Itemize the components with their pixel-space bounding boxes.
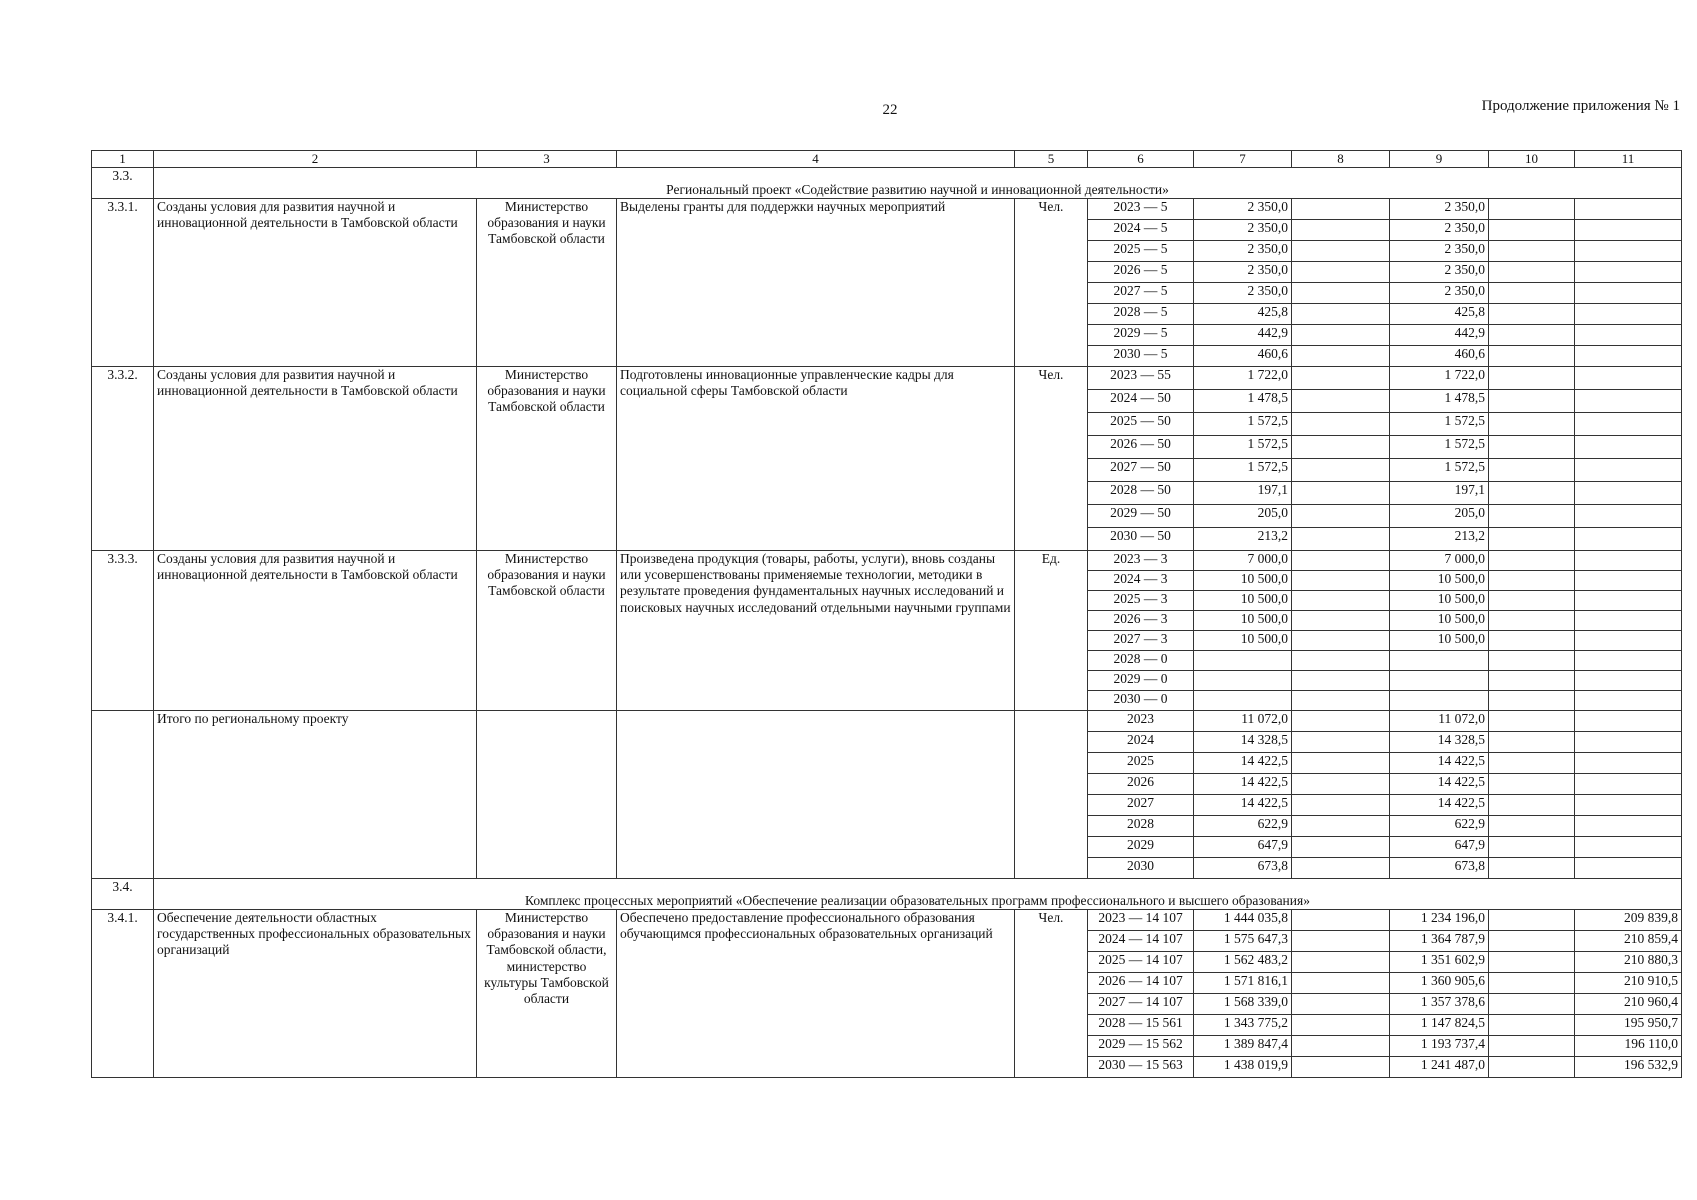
other-amount xyxy=(1575,367,1682,390)
regional-amount: 10 500,0 xyxy=(1390,611,1489,631)
other-amount xyxy=(1575,571,1682,591)
total-amount: 1 572,5 xyxy=(1194,436,1292,459)
total-amount: 1 722,0 xyxy=(1194,367,1292,390)
local-amount xyxy=(1489,199,1575,220)
total-amount: 425,8 xyxy=(1194,304,1292,325)
regional-amount: 1 351 602,9 xyxy=(1390,952,1489,973)
year-value: 2030 — 0 xyxy=(1088,691,1194,711)
federal-amount xyxy=(1292,459,1390,482)
year-value: 2027 xyxy=(1088,795,1194,816)
regional-amount: 7 000,0 xyxy=(1390,551,1489,571)
total-amount: 622,9 xyxy=(1194,816,1292,837)
regional-amount: 425,8 xyxy=(1390,304,1489,325)
federal-amount xyxy=(1292,199,1390,220)
total-amount: 1 444 035,8 xyxy=(1194,910,1292,931)
regional-amount: 442,9 xyxy=(1390,325,1489,346)
appendix-note: Продолжение приложения № 1 xyxy=(1481,98,1680,114)
total-amount: 7 000,0 xyxy=(1194,551,1292,571)
federal-amount xyxy=(1292,732,1390,753)
local-amount xyxy=(1489,390,1575,413)
local-amount xyxy=(1489,774,1575,795)
year-value: 2027 — 14 107 xyxy=(1088,994,1194,1015)
other-amount: 209 839,8 xyxy=(1575,910,1682,931)
total-amount: 673,8 xyxy=(1194,858,1292,879)
federal-amount xyxy=(1292,283,1390,304)
other-amount: 196 110,0 xyxy=(1575,1036,1682,1057)
federal-amount xyxy=(1292,304,1390,325)
year-value: 2029 xyxy=(1088,837,1194,858)
item-name: Созданы условия для развития научной и инновационной деятельности в Тамбовской области xyxy=(154,367,477,551)
federal-amount xyxy=(1292,1036,1390,1057)
column-number-8: 8 xyxy=(1292,151,1390,168)
regional-amount: 1 241 487,0 xyxy=(1390,1057,1489,1078)
total-amount: 1 572,5 xyxy=(1194,459,1292,482)
year-value: 2026 — 3 xyxy=(1088,611,1194,631)
other-amount: 210 910,5 xyxy=(1575,973,1682,994)
year-value: 2030 — 5 xyxy=(1088,346,1194,367)
federal-amount xyxy=(1292,816,1390,837)
column-number-1: 1 xyxy=(92,151,154,168)
year-value: 2025 — 3 xyxy=(1088,591,1194,611)
item-name: Созданы условия для развития научной и инновационной деятельности в Тамбовской области xyxy=(154,199,477,367)
local-amount xyxy=(1489,528,1575,551)
other-amount xyxy=(1575,390,1682,413)
year-value: 2028 xyxy=(1088,816,1194,837)
federal-amount xyxy=(1292,611,1390,631)
section-number: 3.4. xyxy=(92,879,154,910)
year-value: 2027 — 3 xyxy=(1088,631,1194,651)
regional-amount: 205,0 xyxy=(1390,505,1489,528)
year-value: 2023 — 5 xyxy=(1088,199,1194,220)
total-amount: 213,2 xyxy=(1194,528,1292,551)
local-amount xyxy=(1489,711,1575,732)
year-value: 2030 xyxy=(1088,858,1194,879)
federal-amount xyxy=(1292,691,1390,711)
regional-amount: 1 572,5 xyxy=(1390,459,1489,482)
year-value: 2028 — 50 xyxy=(1088,482,1194,505)
local-amount xyxy=(1489,671,1575,691)
regional-amount xyxy=(1390,691,1489,711)
regional-amount: 1 364 787,9 xyxy=(1390,931,1489,952)
other-amount xyxy=(1575,241,1682,262)
other-amount xyxy=(1575,528,1682,551)
regional-amount: 2 350,0 xyxy=(1390,283,1489,304)
budget-table xyxy=(91,150,1682,1078)
column-number-7: 7 xyxy=(1194,151,1292,168)
year-value: 2024 xyxy=(1088,732,1194,753)
local-amount xyxy=(1489,952,1575,973)
local-amount xyxy=(1489,631,1575,651)
year-value: 2025 xyxy=(1088,753,1194,774)
other-amount xyxy=(1575,482,1682,505)
regional-amount: 1 360 905,6 xyxy=(1390,973,1489,994)
other-amount xyxy=(1575,413,1682,436)
year-value: 2029 — 15 562 xyxy=(1088,1036,1194,1057)
total-amount: 1 478,5 xyxy=(1194,390,1292,413)
section-row xyxy=(92,168,1682,199)
year-value: 2024 — 3 xyxy=(1088,571,1194,591)
item-responsible-org: Министерство образования и науки Тамбовской области xyxy=(477,551,617,711)
total-amount: 1 575 647,3 xyxy=(1194,931,1292,952)
total-amount: 11 072,0 xyxy=(1194,711,1292,732)
federal-amount xyxy=(1292,346,1390,367)
regional-amount: 14 328,5 xyxy=(1390,732,1489,753)
other-amount xyxy=(1575,732,1682,753)
year-value: 2024 — 50 xyxy=(1088,390,1194,413)
federal-amount xyxy=(1292,482,1390,505)
federal-amount xyxy=(1292,262,1390,283)
other-amount xyxy=(1575,858,1682,879)
column-number-3: 3 xyxy=(477,151,617,168)
regional-amount: 1 234 196,0 xyxy=(1390,910,1489,931)
total-amount xyxy=(1194,651,1292,671)
other-amount: 195 950,7 xyxy=(1575,1015,1682,1036)
local-amount xyxy=(1489,325,1575,346)
year-value: 2030 — 15 563 xyxy=(1088,1057,1194,1078)
item-result: Выделены гранты для поддержки научных мероприятий xyxy=(617,199,1015,367)
year-value: 2028 — 5 xyxy=(1088,304,1194,325)
year-value: 2025 — 50 xyxy=(1088,413,1194,436)
other-amount xyxy=(1575,691,1682,711)
regional-amount: 1 193 737,4 xyxy=(1390,1036,1489,1057)
item-number: 3.4.1. xyxy=(92,910,154,1078)
federal-amount xyxy=(1292,711,1390,732)
local-amount xyxy=(1489,367,1575,390)
regional-amount: 10 500,0 xyxy=(1390,571,1489,591)
item-responsible-org: Министерство образования и науки Тамбовской области xyxy=(477,199,617,367)
page-number: 22 xyxy=(882,102,898,118)
year-value: 2026 — 14 107 xyxy=(1088,973,1194,994)
other-amount xyxy=(1575,304,1682,325)
year-value: 2029 — 5 xyxy=(1088,325,1194,346)
federal-amount xyxy=(1292,973,1390,994)
year-value: 2023 — 3 xyxy=(1088,551,1194,571)
item-unit: Ед. xyxy=(1015,551,1088,711)
regional-amount: 14 422,5 xyxy=(1390,795,1489,816)
regional-amount: 2 350,0 xyxy=(1390,262,1489,283)
regional-amount: 1 478,5 xyxy=(1390,390,1489,413)
year-value: 2030 — 50 xyxy=(1088,528,1194,551)
other-amount xyxy=(1575,346,1682,367)
other-amount xyxy=(1575,551,1682,571)
item-name: Обеспечение деятельности областных государственных профессиональных образовательных организаций xyxy=(154,910,477,1078)
local-amount xyxy=(1489,795,1575,816)
total-amount: 10 500,0 xyxy=(1194,591,1292,611)
local-amount xyxy=(1489,837,1575,858)
federal-amount xyxy=(1292,837,1390,858)
section-title: Региональный проект «Содействие развитию научной и инновационной деятельности» xyxy=(154,168,1682,199)
federal-amount xyxy=(1292,858,1390,879)
local-amount xyxy=(1489,1036,1575,1057)
federal-amount xyxy=(1292,994,1390,1015)
other-amount xyxy=(1575,325,1682,346)
year-value: 2029 — 50 xyxy=(1088,505,1194,528)
item-number: 3.3.3. xyxy=(92,551,154,711)
item-number: 3.3.1. xyxy=(92,199,154,367)
table-row xyxy=(92,367,1682,390)
regional-amount: 14 422,5 xyxy=(1390,753,1489,774)
total-amount: 2 350,0 xyxy=(1194,199,1292,220)
local-amount xyxy=(1489,651,1575,671)
table-row xyxy=(92,199,1682,220)
local-amount xyxy=(1489,482,1575,505)
column-number-5: 5 xyxy=(1015,151,1088,168)
local-amount xyxy=(1489,1015,1575,1036)
year-value: 2025 — 5 xyxy=(1088,241,1194,262)
other-amount xyxy=(1575,199,1682,220)
regional-amount: 647,9 xyxy=(1390,837,1489,858)
item-result xyxy=(617,711,1015,879)
year-value: 2027 — 50 xyxy=(1088,459,1194,482)
other-amount xyxy=(1575,711,1682,732)
item-responsible-org: Министерство образования и науки Тамбовской области, министерство культуры Тамбовской области xyxy=(477,910,617,1078)
total-amount xyxy=(1194,671,1292,691)
other-amount xyxy=(1575,283,1682,304)
year-value: 2027 — 5 xyxy=(1088,283,1194,304)
federal-amount xyxy=(1292,390,1390,413)
regional-amount: 10 500,0 xyxy=(1390,591,1489,611)
local-amount xyxy=(1489,858,1575,879)
federal-amount xyxy=(1292,952,1390,973)
federal-amount xyxy=(1292,631,1390,651)
column-number-6: 6 xyxy=(1088,151,1194,168)
federal-amount xyxy=(1292,753,1390,774)
total-amount: 205,0 xyxy=(1194,505,1292,528)
local-amount xyxy=(1489,413,1575,436)
regional-amount: 673,8 xyxy=(1390,858,1489,879)
regional-amount: 460,6 xyxy=(1390,346,1489,367)
federal-amount xyxy=(1292,931,1390,952)
year-value: 2024 — 14 107 xyxy=(1088,931,1194,952)
total-amount: 14 422,5 xyxy=(1194,774,1292,795)
local-amount xyxy=(1489,591,1575,611)
other-amount xyxy=(1575,436,1682,459)
local-amount xyxy=(1489,241,1575,262)
year-value: 2026 — 50 xyxy=(1088,436,1194,459)
local-amount xyxy=(1489,571,1575,591)
federal-amount xyxy=(1292,528,1390,551)
total-amount: 442,9 xyxy=(1194,325,1292,346)
year-value: 2028 — 0 xyxy=(1088,651,1194,671)
regional-amount: 1 357 378,6 xyxy=(1390,994,1489,1015)
regional-amount: 1 722,0 xyxy=(1390,367,1489,390)
total-amount: 14 328,5 xyxy=(1194,732,1292,753)
other-amount xyxy=(1575,591,1682,611)
regional-amount: 11 072,0 xyxy=(1390,711,1489,732)
total-amount: 10 500,0 xyxy=(1194,571,1292,591)
federal-amount xyxy=(1292,651,1390,671)
item-result: Обеспечено предоставление профессионального образования обучающимся профессиональных образовательных организаций xyxy=(617,910,1015,1078)
column-number-10: 10 xyxy=(1489,151,1575,168)
federal-amount xyxy=(1292,413,1390,436)
local-amount xyxy=(1489,611,1575,631)
regional-amount xyxy=(1390,651,1489,671)
federal-amount xyxy=(1292,551,1390,571)
year-value: 2023 — 55 xyxy=(1088,367,1194,390)
total-amount: 1 438 019,9 xyxy=(1194,1057,1292,1078)
other-amount xyxy=(1575,837,1682,858)
total-amount xyxy=(1194,691,1292,711)
year-value: 2026 — 5 xyxy=(1088,262,1194,283)
regional-amount: 213,2 xyxy=(1390,528,1489,551)
total-amount: 1 571 816,1 xyxy=(1194,973,1292,994)
regional-amount: 10 500,0 xyxy=(1390,631,1489,651)
other-amount xyxy=(1575,611,1682,631)
federal-amount xyxy=(1292,671,1390,691)
federal-amount xyxy=(1292,1015,1390,1036)
other-amount xyxy=(1575,816,1682,837)
other-amount xyxy=(1575,631,1682,651)
column-number-11: 11 xyxy=(1575,151,1682,168)
total-amount: 1 572,5 xyxy=(1194,413,1292,436)
local-amount xyxy=(1489,994,1575,1015)
other-amount xyxy=(1575,505,1682,528)
federal-amount xyxy=(1292,1057,1390,1078)
year-value: 2024 — 5 xyxy=(1088,220,1194,241)
federal-amount xyxy=(1292,241,1390,262)
section-row xyxy=(92,879,1682,910)
other-amount xyxy=(1575,220,1682,241)
federal-amount xyxy=(1292,571,1390,591)
regional-amount: 14 422,5 xyxy=(1390,774,1489,795)
item-responsible-org xyxy=(477,711,617,879)
item-result: Произведена продукция (товары, работы, услуги), вновь созданы или усовершенствованы применяемые технологии, методики в результате проведения фундаментальных научных исследований и поисковых научных исследований отдельными научными группами xyxy=(617,551,1015,711)
local-amount xyxy=(1489,283,1575,304)
regional-amount: 622,9 xyxy=(1390,816,1489,837)
item-unit: Чел. xyxy=(1015,199,1088,367)
other-amount xyxy=(1575,671,1682,691)
item-unit: Чел. xyxy=(1015,910,1088,1078)
federal-amount xyxy=(1292,436,1390,459)
column-number-9: 9 xyxy=(1390,151,1489,168)
item-result: Подготовлены инновационные управленческие кадры для социальной сферы Тамбовской области xyxy=(617,367,1015,551)
other-amount xyxy=(1575,753,1682,774)
other-amount xyxy=(1575,262,1682,283)
local-amount xyxy=(1489,262,1575,283)
local-amount xyxy=(1489,691,1575,711)
year-value: 2023 — 14 107 xyxy=(1088,910,1194,931)
item-name: Созданы условия для развития научной и инновационной деятельности в Тамбовской области xyxy=(154,551,477,711)
table-row xyxy=(92,711,1682,732)
federal-amount xyxy=(1292,591,1390,611)
total-amount: 1 568 339,0 xyxy=(1194,994,1292,1015)
regional-amount: 197,1 xyxy=(1390,482,1489,505)
federal-amount xyxy=(1292,774,1390,795)
item-name: Итого по региональному проекту xyxy=(154,711,477,879)
local-amount xyxy=(1489,220,1575,241)
local-amount xyxy=(1489,931,1575,952)
other-amount: 210 960,4 xyxy=(1575,994,1682,1015)
other-amount xyxy=(1575,795,1682,816)
federal-amount xyxy=(1292,505,1390,528)
federal-amount xyxy=(1292,220,1390,241)
total-amount: 1 343 775,2 xyxy=(1194,1015,1292,1036)
local-amount xyxy=(1489,436,1575,459)
item-number xyxy=(92,711,154,879)
local-amount xyxy=(1489,732,1575,753)
other-amount: 196 532,9 xyxy=(1575,1057,1682,1078)
section-title: Комплекс процессных мероприятий «Обеспечение реализации образовательных программ профессионального и высшего образования» xyxy=(154,879,1682,910)
federal-amount xyxy=(1292,910,1390,931)
total-amount: 14 422,5 xyxy=(1194,795,1292,816)
regional-amount: 2 350,0 xyxy=(1390,199,1489,220)
column-number-4: 4 xyxy=(617,151,1015,168)
total-amount: 10 500,0 xyxy=(1194,631,1292,651)
item-responsible-org: Министерство образования и науки Тамбовской области xyxy=(477,367,617,551)
total-amount: 2 350,0 xyxy=(1194,220,1292,241)
total-amount: 2 350,0 xyxy=(1194,241,1292,262)
year-value: 2025 — 14 107 xyxy=(1088,952,1194,973)
total-amount: 1 389 847,4 xyxy=(1194,1036,1292,1057)
local-amount xyxy=(1489,505,1575,528)
local-amount xyxy=(1489,753,1575,774)
regional-amount xyxy=(1390,671,1489,691)
federal-amount xyxy=(1292,367,1390,390)
local-amount xyxy=(1489,816,1575,837)
item-unit xyxy=(1015,711,1088,879)
other-amount: 210 880,3 xyxy=(1575,952,1682,973)
local-amount xyxy=(1489,1057,1575,1078)
local-amount xyxy=(1489,973,1575,994)
total-amount: 460,6 xyxy=(1194,346,1292,367)
local-amount xyxy=(1489,459,1575,482)
total-amount: 10 500,0 xyxy=(1194,611,1292,631)
year-value: 2028 — 15 561 xyxy=(1088,1015,1194,1036)
item-unit: Чел. xyxy=(1015,367,1088,551)
column-numbers-row xyxy=(92,151,1682,168)
local-amount xyxy=(1489,551,1575,571)
regional-amount: 1 572,5 xyxy=(1390,413,1489,436)
year-value: 2026 xyxy=(1088,774,1194,795)
federal-amount xyxy=(1292,795,1390,816)
table-row xyxy=(92,910,1682,931)
year-value: 2023 xyxy=(1088,711,1194,732)
federal-amount xyxy=(1292,325,1390,346)
year-value: 2029 — 0 xyxy=(1088,671,1194,691)
total-amount: 2 350,0 xyxy=(1194,283,1292,304)
table-row xyxy=(92,551,1682,571)
local-amount xyxy=(1489,304,1575,325)
total-amount: 197,1 xyxy=(1194,482,1292,505)
total-amount: 2 350,0 xyxy=(1194,262,1292,283)
regional-amount: 1 572,5 xyxy=(1390,436,1489,459)
section-number: 3.3. xyxy=(92,168,154,199)
total-amount: 14 422,5 xyxy=(1194,753,1292,774)
column-number-2: 2 xyxy=(154,151,477,168)
other-amount xyxy=(1575,459,1682,482)
regional-amount: 2 350,0 xyxy=(1390,220,1489,241)
total-amount: 647,9 xyxy=(1194,837,1292,858)
local-amount xyxy=(1489,346,1575,367)
other-amount xyxy=(1575,774,1682,795)
other-amount: 210 859,4 xyxy=(1575,931,1682,952)
local-amount xyxy=(1489,910,1575,931)
regional-amount: 2 350,0 xyxy=(1390,241,1489,262)
other-amount xyxy=(1575,651,1682,671)
regional-amount: 1 147 824,5 xyxy=(1390,1015,1489,1036)
item-number: 3.3.2. xyxy=(92,367,154,551)
total-amount: 1 562 483,2 xyxy=(1194,952,1292,973)
